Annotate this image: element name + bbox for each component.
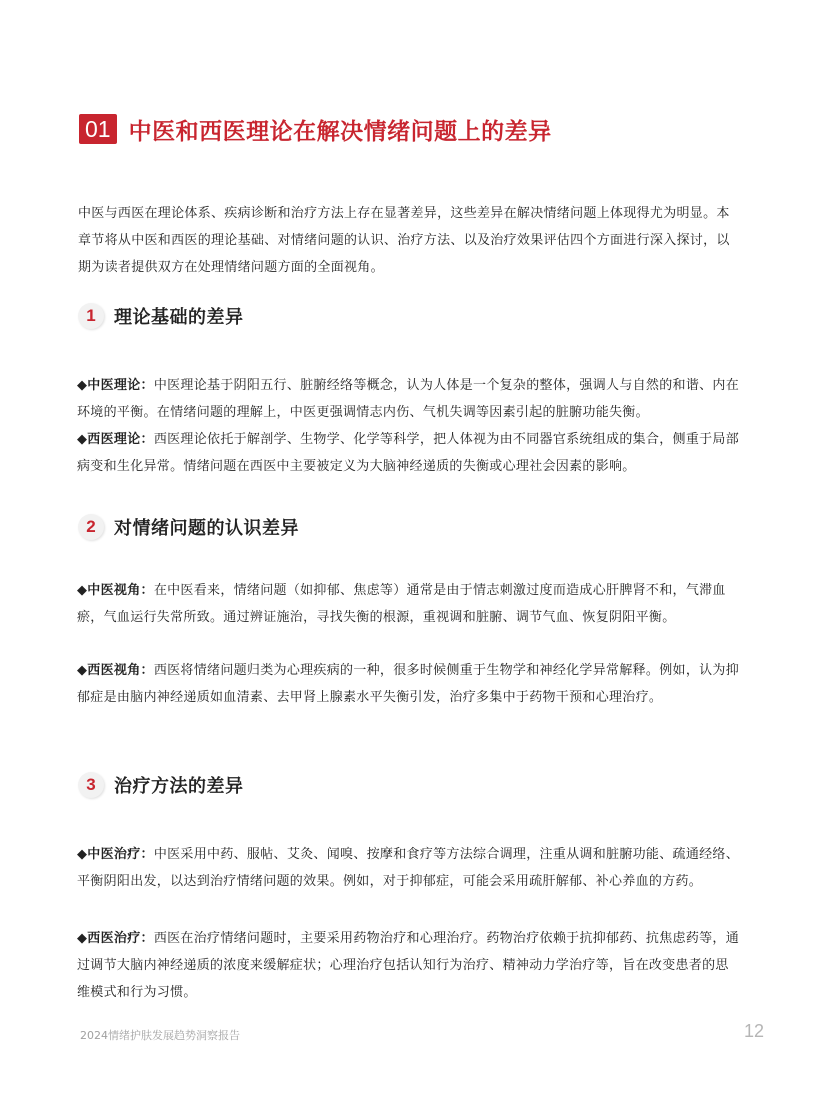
section-1-item-2: [77, 426, 739, 480]
section-3-item-2: [77, 925, 739, 1006]
chapter-header: [79, 112, 552, 146]
item-text: 中医采用中药、服帖、艾灸、闻嗅、按摩和食疗等方法综合调理，注重从调和脏腑功能、疏通经络、平衡阴阳出发，以达到治疗情绪问题的效果。例如，对于抑郁症，可能会采用疏肝解郁、补心养血的方药。: [77, 847, 740, 889]
item-text: 西医在治疗情绪问题时，主要采用药物治疗和心理治疗。药物治疗依赖于抗抑郁药、抗焦虑药等，通过调节大脑内神经递质的浓度来缓解症状；心理治疗包括认知行为治疗、精神动力学治疗等，旨在改变患者的思维模式和行为习惯。: [77, 931, 740, 1000]
item-lead: ◆中医理论：: [77, 378, 154, 393]
section-number-badge: 2: [78, 514, 104, 540]
section-2-item-1: [77, 577, 739, 631]
intro-paragraph: 中医与西医在理论体系、疾病诊断和治疗方法上存在显著差异，这些差异在解决情绪问题上体现得尤为明显。本章节将从中医和西医的理论基础、对情绪问题的认识、治疗方法、以及治疗效果评估四个方面进行深入探讨，以期为读者提供双方在处理情绪问题方面的全面视角。: [78, 206, 730, 275]
section-title: 理论基础的差异: [114, 307, 244, 328]
section-3-item-1: [77, 841, 739, 895]
chapter-number-badge: 01: [79, 114, 117, 144]
section-number-badge: 3: [78, 772, 104, 798]
section-1-item-1: [77, 372, 739, 426]
page-number: 12: [743, 1021, 764, 1041]
item-text: 西医将情绪问题归类为心理疾病的一种，很多时候侧重于生物学和神经化学异常解释。例如，认为抑郁症是由脑内神经递质如血清素、去甲肾上腺素水平失衡引发，治疗多集中于药物干预和心理治疗。: [77, 663, 740, 705]
section-number-badge: 1: [78, 303, 104, 329]
section-title: 治疗方法的差异: [114, 776, 244, 797]
item-text: 中医理论基于阴阳五行、脏腑经络等概念，认为人体是一个复杂的整体，强调人与自然的和谐、内在环境的平衡。在情绪问题的理解上，中医更强调情志内伤、气机失调等因素引起的脏腑功能失衡。: [77, 378, 740, 420]
item-lead: ◆中医治疗：: [77, 847, 154, 862]
section-3-header: [78, 769, 244, 801]
chapter-title: 中医和西医理论在解决情绪问题上的差异: [128, 118, 552, 145]
item-text: 西医理论依托于解剖学、生物学、化学等科学，把人体视为由不同器官系统组成的集合，侧重于局部病变和生化异常。情绪问题在西医中主要被定义为大脑神经递质的失衡或心理社会因素的影响。: [77, 432, 740, 474]
item-lead: ◆西医视角：: [77, 663, 154, 678]
item-lead: ◆西医理论：: [77, 432, 154, 447]
section-1-header: [78, 300, 244, 332]
item-text: 在中医看来，情绪问题（如抑郁、焦虑等）通常是由于情志刺激过度而造成心肝脾肾不和，气滞血瘀，气血运行失常所致。通过辨证施治，寻找失衡的根源，重视调和脏腑、调节气血、恢复阴阳平衡。: [77, 583, 726, 625]
section-2-header: [78, 511, 299, 543]
section-title: 对情绪问题的认识差异: [114, 518, 299, 539]
item-lead: ◆中医视角：: [77, 583, 154, 598]
item-lead: ◆西医治疗：: [77, 931, 154, 946]
section-2-item-2: [77, 657, 739, 711]
footer-report-title: 2024情绪护肤发展趋势洞察报告: [80, 1029, 240, 1042]
